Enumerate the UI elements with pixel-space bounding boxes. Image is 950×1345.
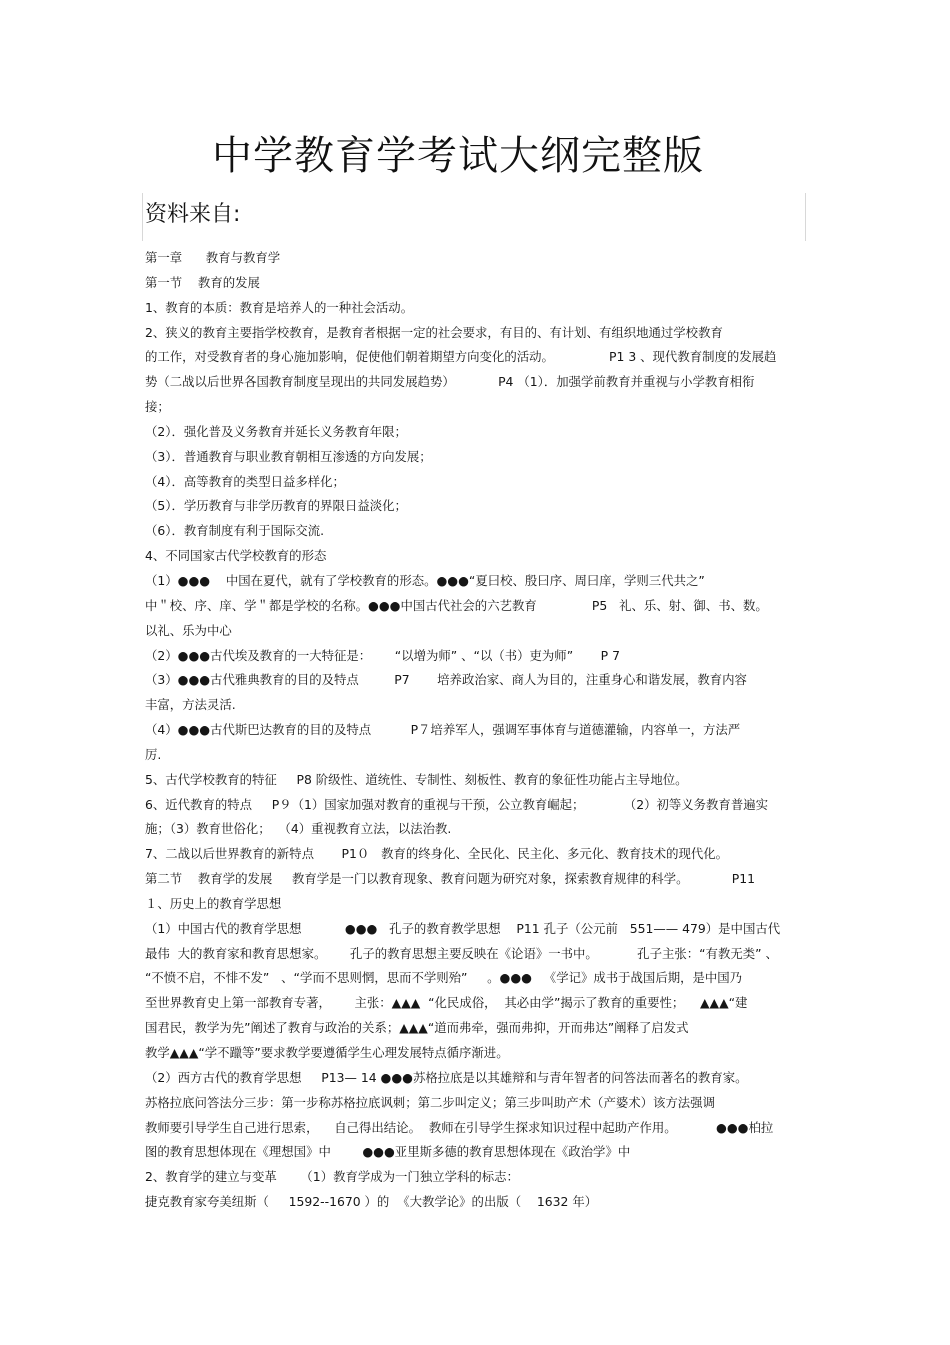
text-line: （4）．高等教育的类型日益多样化； bbox=[145, 473, 345, 489]
text-line: 2、狭义的教育主要指学校教育，是教育者根据一定的社会要求，有目的、有计划、有组织地通过学校教育 bbox=[145, 324, 723, 340]
text-line: 4、不同国家古代学校教育的形态 bbox=[145, 548, 327, 564]
text-line: “不愤不启，不悱不发” 、“学而不思则惘，思而不学则殆” 。●●● 《学记》成书于战国后期，是中国乃 bbox=[145, 970, 743, 986]
text-line: （5）．学历教育与非学历教育的界限日益淡化； bbox=[145, 498, 407, 514]
source-frame bbox=[142, 193, 806, 241]
text-line: 第一章 教育与教育学 bbox=[145, 250, 281, 265]
text-line: 施；（3）教育世俗化； （4）重视教育立法，以法治教. bbox=[145, 821, 452, 837]
text-line: 6、近代教育的特点 P９（1）国家加强对教育的重视与干预，公立教育崛起； （2）初等义务教育普遍实 bbox=[145, 796, 768, 812]
text-line: 至世界教育史上第一部教育专著， 主张：▲▲▲ “化民成俗， 其必由学”揭示了教育的重要性； ▲▲▲“建 bbox=[145, 995, 748, 1011]
text-line: 7、二战以后世界教育的新特点 P1０ 教育的终身化、全民化、民主化、多元化、教育技术的现代化。 bbox=[145, 846, 729, 862]
text-line: １、历史上的教育学思想 bbox=[145, 895, 282, 911]
text-line: 厉. bbox=[145, 746, 162, 762]
document-title: 中学教育学考试大纲完整版 bbox=[212, 133, 704, 179]
text-line: 捷克教育家夸美纽斯（ 1592--1670 ）的 《大教学论》的出版（ 1632 年） bbox=[145, 1194, 598, 1210]
text-line: （2）●●●古代埃及教育的一大特征是： “以增为师” 、“以（书）吏为师” P 7 bbox=[145, 647, 620, 663]
text-line: 中＂校、序、庠、学＂都是学校的名称。●●●中国古代社会的六艺教育 P5 礼、乐、射、御、书、数。 bbox=[145, 597, 768, 613]
text-line: 接； bbox=[145, 399, 170, 415]
text-line: （3）●●●古代雅典教育的目的及特点 P7 培养政治家、商人为目的，注重身心和谐发展，教育内容 bbox=[145, 672, 747, 688]
text-line: 的工作，对受教育者的身心施加影响，促使他们朝着期望方向变化的活动。 P1 3 、现代教育制度的发展趋 bbox=[145, 349, 777, 365]
source-label: 资料来自: bbox=[145, 202, 241, 227]
text-line: 国君民，教学为先”阐述了教育与政治的关系；▲▲▲“道而弗牵，强而弗抑，开而弗达”阐释了启发式 bbox=[145, 1020, 689, 1036]
text-line: 教学▲▲▲“学不躐等”要求教学要遵循学生心理发展特点循序渐进。 bbox=[145, 1045, 509, 1060]
text-line: 第二节 教育学的发展 教育学是一门以教育现象、教育问题为研究对象，探索教育规律的科学。 P11 bbox=[145, 871, 756, 887]
text-line: 2、教育学的建立与变革 （1）教育学成为一门独立学科的标志： bbox=[145, 1169, 519, 1185]
text-line: （2）．强化普及义务教育并延长义务教育年限； bbox=[145, 423, 407, 439]
text-line: （2）西方古代的教育学思想 P13— 14 ●●●苏格拉底是以其雄辩和与青年智者的问答法而著名的教育家。 bbox=[145, 1069, 748, 1085]
text-line: （4）●●●古代斯巴达教育的目的及特点 P７培养军人，强调军事体育与道德灌输，内容单一，方法严 bbox=[145, 722, 741, 738]
text-line: （1）●●● 中国在夏代，就有了学校教育的形态。●●●“夏曰校、殷曰序、周曰庠，学则三代共之” bbox=[145, 572, 705, 588]
text-line: 丰富，方法灵活. bbox=[145, 697, 236, 713]
text-line: 教师要引导学生自己进行思索， 自己得出结论。 教师在引导学生探求知识过程中起助产作用。 ●●●柏拉 bbox=[145, 1119, 774, 1135]
text-line: （3）．普通教育与职业教育朝相互渗透的方向发展； bbox=[145, 448, 432, 464]
text-line: 1、教育的本质：教育是培养人的一种社会活动。 bbox=[145, 299, 414, 315]
text-line: 以礼、乐为中心 bbox=[145, 622, 232, 638]
text-line: 第一节 教育的发展 bbox=[145, 274, 260, 290]
text-line: 图的教育思想体现在《理想国》中 ●●●亚里斯多德的教育思想体现在《政治学》中 bbox=[145, 1144, 631, 1160]
text-line: （6）．教育制度有利于国际交流. bbox=[145, 523, 325, 539]
text-line: 苏格拉底问答法分三步：第一步称苏格拉底讽刺；第二步叫定义；第三步叫助产术（产婆术）该方法强调 bbox=[145, 1094, 715, 1110]
text-line: （1）中国古代的教育学思想 ●●● 孔子的教育教学思想 P11 孔子（公元前 551—— 479）是中国古代 bbox=[145, 920, 781, 936]
document-body bbox=[145, 246, 825, 1215]
text-line: 5、古代学校教育的特征 P8 阶级性、道统性、专制性、刻板性、教育的象征性功能占主导地位。 bbox=[145, 771, 688, 787]
text-line: 势（二战以后世界各国教育制度呈现出的共同发展趋势） P4 （1）．加强学前教育并重视与小学教育相衔 bbox=[145, 374, 755, 390]
text-line: 最伟 大的教育家和教育思想家。 孔子的教育思想主要反映在《论语》一书中。 孔子主张：“有教无类” 、 bbox=[145, 945, 778, 961]
